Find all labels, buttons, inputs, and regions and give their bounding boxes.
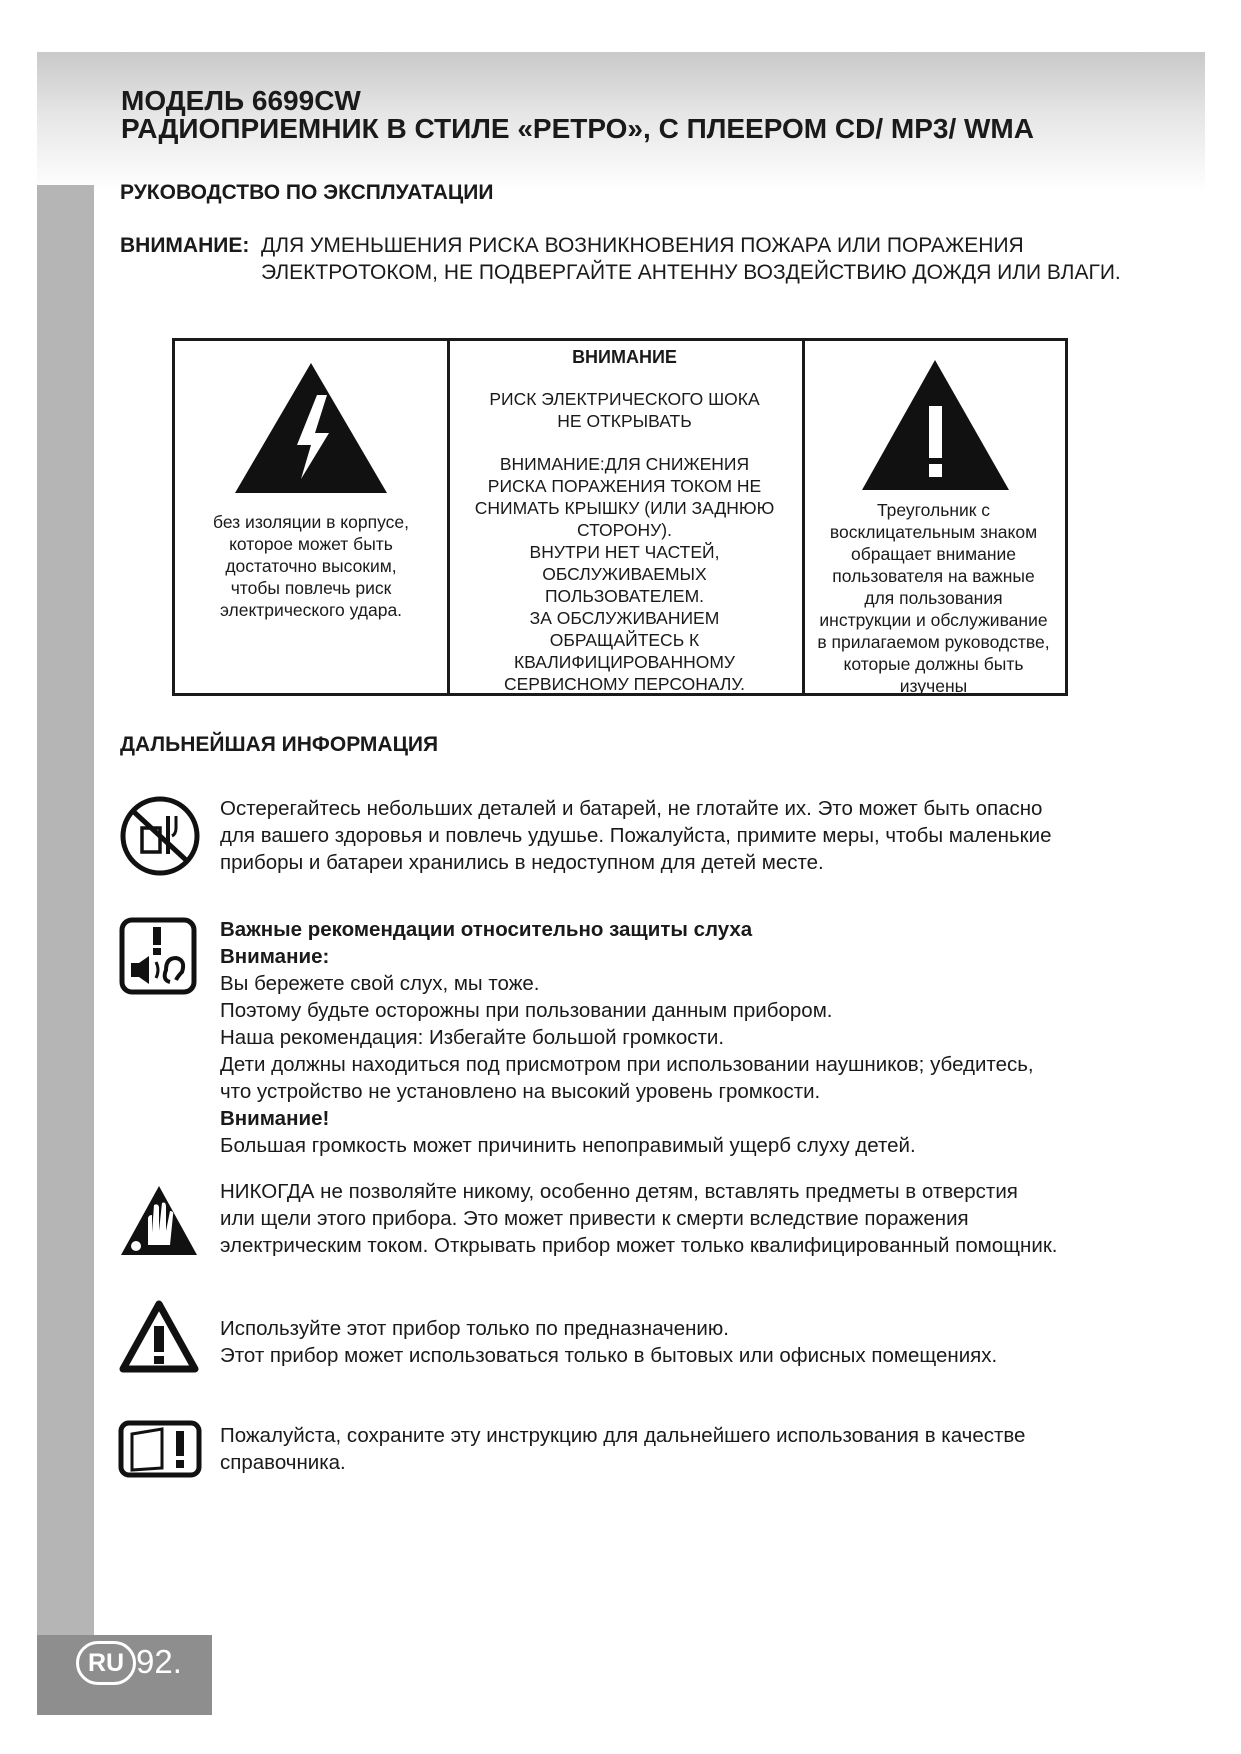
caution-risk-text: РИСК ЭЛЕКТРИЧЕСКОГО ШОКА НЕ ОТКРЫВАТЬ xyxy=(489,389,760,431)
table-cell-exclamation xyxy=(802,341,1065,696)
manual-heading: РУКОВОДСТВО ПО ЭКСПЛУАТАЦИИ xyxy=(120,181,494,204)
no-food-icon xyxy=(118,794,202,878)
warning-text: ДЛЯ УМЕНЬШЕНИЯ РИСКА ВОЗНИКНОВЕНИЯ ПОЖАРА ИЛИ ПОРАЖЕНИЯ ЭЛЕКТРОТОКОМ, НЕ ПОДВЕРГАЙТЕ АНТЕННУ ВОЗДЕЙСТВИЮ ДОЖДЯ ИЛИ ВЛАГИ. xyxy=(261,234,1121,284)
side-bar xyxy=(37,185,94,1635)
hearing-text: Важные рекомендации относительно защиты слуха Внимание: Вы бережете свой слух, мы тоже. Поэтому будьте осторожны при пользовании данным прибором. Наша рекомендация: Избегайте большой громкости. Дети должны находиться под присмотром при использовании наушников; убедитесь, что устройство не установлено на высокий уровень громкости. Внимание! Большая громкость может причинить непоправимый ущерб слуху детей. xyxy=(220,918,1034,1157)
hearing-warning-icon xyxy=(118,916,198,996)
warning-label: ВНИМАНИЕ: xyxy=(120,234,250,257)
caution-title: ВНИМАНИЕ xyxy=(572,347,677,367)
keep-manual-text: Пожалуйста, сохраните эту инструкцию для дальнейшего использования в качестве справочника. xyxy=(220,1424,1026,1474)
page-number: 92. xyxy=(136,1643,182,1680)
table-cell-shock xyxy=(175,341,450,693)
objects-text: НИКОГДА не позволяйте никому, особенно детям, вставлять предметы в отверстия или щели этого прибора. Это может привести к смерти вследствие поражения электрическим током. Открывать прибор может только квалифицированный помощник. xyxy=(220,1180,1058,1257)
product-title: РАДИОПРИЕМНИК В СТИЛЕ «РЕТРО», С ПЛЕЕРОМ CD/ MP3/ WMA xyxy=(121,113,1034,144)
further-info-heading: ДАЛЬНЕЙШАЯ ИНФОРМАЦИЯ xyxy=(120,733,439,756)
usage-text: Используйте этот прибор только по предназначению. Этот прибор может использоваться только в бытовых или офисных помещениях. xyxy=(220,1317,998,1367)
warning-triangle-icon xyxy=(118,1298,200,1374)
caution-table xyxy=(172,338,1068,696)
exclamation-triangle-icon xyxy=(858,356,1013,494)
shock-description: без изоляции в корпусе, которое может быть достаточно высоким, чтобы повлечь риск электрического удара. xyxy=(213,512,409,620)
caution-body-text: ВНИМАНИЕ:ДЛЯ СНИЖЕНИЯ РИСКА ПОРАЖЕНИЯ ТОКОМ НЕ СНИМАТЬ КРЫШКУ (ИЛИ ЗАДНЮЮ СТОРОНУ). ВНУТРИ НЕТ ЧАСТЕЙ, ОБСЛУЖИВАЕМЫХ ПОЛЬЗОВАТЕЛЕМ. ЗА ОБСЛУЖИВАНИЕМ ОБРАЩАЙТЕСЬ К КВАЛИФИЦИРОВАННОМУ СЕРВИСНОМУ ПЕРСОНАЛУ. xyxy=(474,454,775,694)
model-title: МОДЕЛЬ 6699CW xyxy=(121,85,361,116)
small-parts-text: Остерегайтесь небольших деталей и батарей, не глотайте их. Это может быть опасно для вашего здоровья и повлечь удушье. Пожалуйста, примите меры, чтобы маленькие приборы и батареи хранились в недоступном для детей месте. xyxy=(220,797,1052,874)
table-cell-caution xyxy=(447,341,805,693)
hand-warning-icon xyxy=(118,1183,200,1259)
exclamation-description: Треугольник с восклицательным знаком обращает внимание пользователя на важные для пользования инструкции и обслуживание в прилагаемом руководстве, которые должны быть изучены xyxy=(817,500,1050,696)
lightning-warning-icon xyxy=(231,359,391,497)
language-badge: RU xyxy=(76,1641,136,1685)
manual-book-icon xyxy=(118,1420,202,1478)
